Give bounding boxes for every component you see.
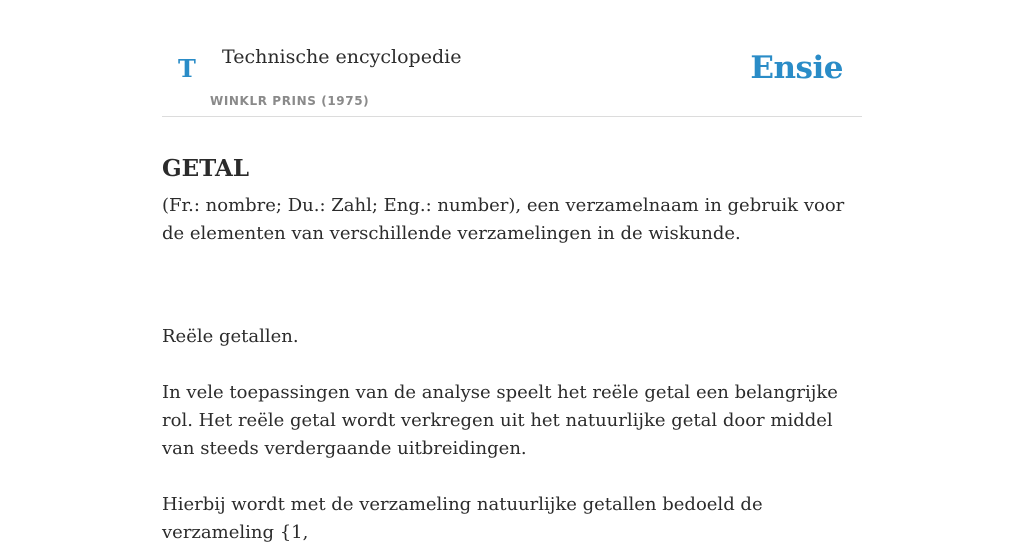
section-heading: Reële getallen.	[162, 326, 299, 347]
encyclopedia-logo[interactable]: T	[178, 54, 196, 83]
entry-paragraph: In vele toepassingen van de analyse speelt het reële getal een belangrijke rol. Het reële getal wordt verkregen uit het natuurlijke getal door middel van steeds verdergaande uitbreidingen.	[162, 382, 838, 459]
entry-header	[162, 0, 862, 117]
entry-headword: GETAL	[162, 155, 250, 183]
entry-paragraph: Hierbij wordt met de verzameling natuurlijke getallen bedoeld de verzameling {1,	[162, 494, 763, 543]
page-container	[162, 0, 862, 543]
ensie-logo[interactable]: Ensie	[750, 50, 843, 86]
entry-paragraph: (Fr.: nombre; Du.: Zahl; Eng.: number), een verzamelnaam in gebruik voor de elementen van verschillende verzamelingen in de wiskunde.	[162, 195, 845, 244]
work-title[interactable]: Technische encyclopedie	[222, 46, 462, 68]
source-label: WINKLR PRINS (1975)	[210, 94, 370, 108]
